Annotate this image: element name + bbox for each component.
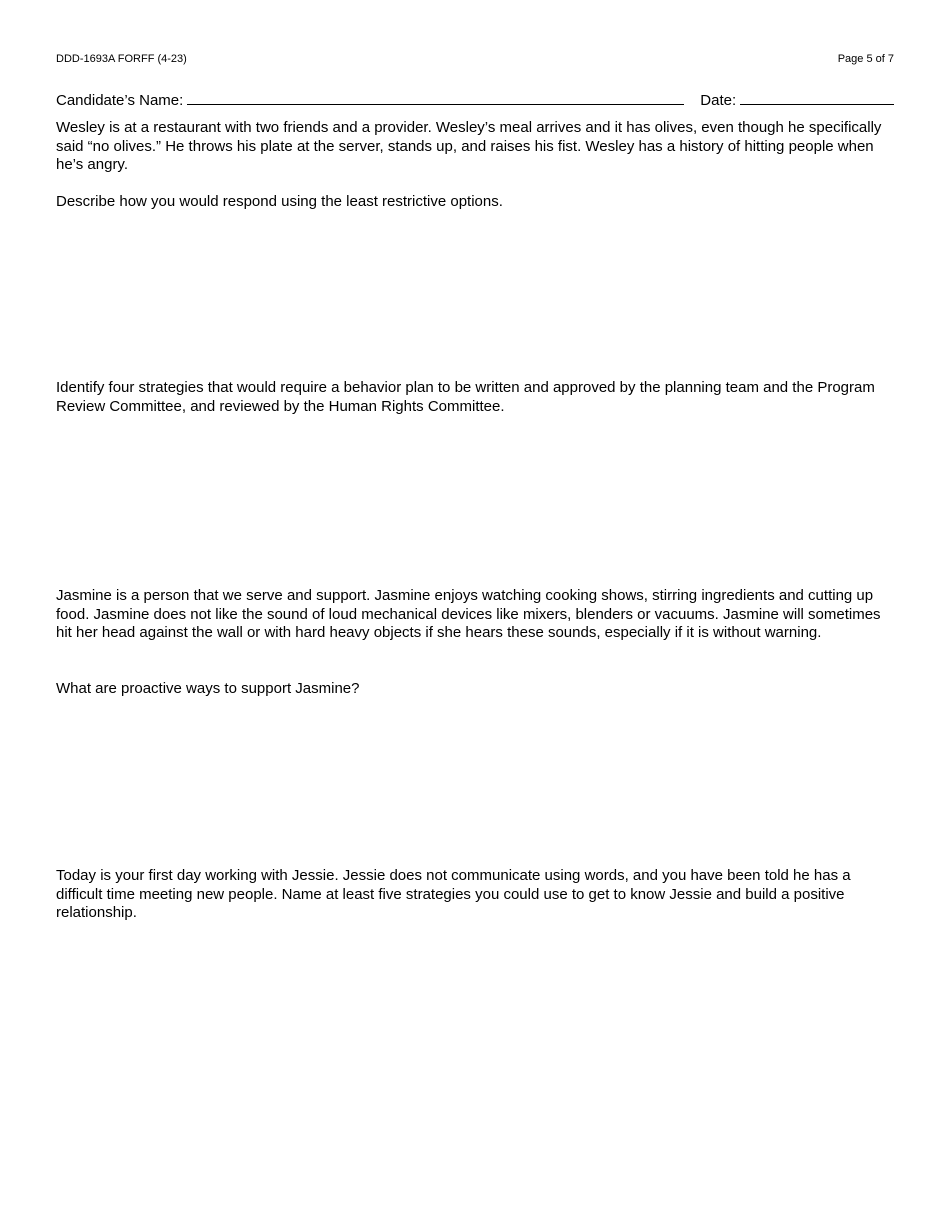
jasmine-question: What are proactive ways to support Jasmine? (56, 680, 360, 697)
candidate-info-row (56, 90, 894, 109)
wesley-question: Describe how you would respond using the least restrictive options. (56, 193, 503, 210)
wesley-scenario: Wesley is at a restaurant with two friends and a provider. Wesley’s meal arrives and it has olives, even though he specifically said “no olives.” He throws his plate at the server, stands up, and raises his fist. Wesley has a history of hitting people when he’s angry. (56, 119, 882, 174)
candidate-name-label: Candidate’s Name: (56, 92, 184, 109)
page-number: Page 5 of 7 (837, 53, 894, 65)
date-field[interactable] (740, 90, 894, 105)
candidate-name-field[interactable] (187, 90, 684, 105)
jasmine-scenario: Jasmine is a person that we serve and support. Jasmine enjoys watching cooking shows, stirring ingredients and cutting up food. Jasmine does not like the sound of loud mechanical devices like mixers, blenders or vacuums. Jasmine will sometimes hit her head against the wall or with hard heavy objects if she hears these sounds, especially if it is without warning. (56, 587, 881, 642)
jessie-question: Today is your first day working with Jessie. Jessie does not communicate using words, and you have been told he has a difficult time meeting new people. Name at least five strategies you could use to get to know Jessie and build a positive relationship. (56, 867, 851, 922)
behavior-plan-question: Identify four strategies that would require a behavior plan to be written and approved by the planning team and the Program Review Committee, and reviewed by the Human Rights Committee. (56, 379, 875, 415)
form-id: DDD-1693A FORFF (4-23) (56, 53, 187, 65)
date-label: Date: (700, 92, 737, 109)
